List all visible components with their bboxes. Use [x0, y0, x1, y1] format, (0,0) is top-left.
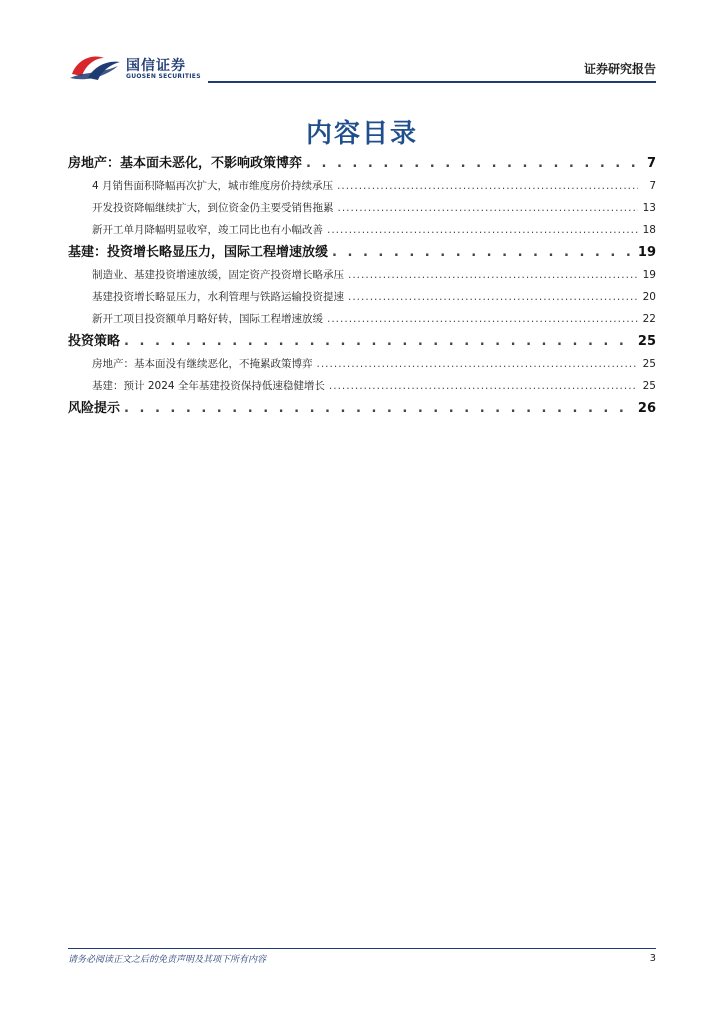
- toc-dot-leader: [348, 264, 638, 286]
- toc-dot-leader: [329, 375, 638, 397]
- toc-subsection-entry[interactable]: [68, 219, 656, 241]
- toc-entry-page: 25: [642, 380, 656, 392]
- toc-entry-title: 房地产：基本面没有继续恶化，不掩累政策博弈: [92, 358, 313, 370]
- toc-title: 内容目录: [305, 119, 418, 149]
- toc-entry-page: 25: [642, 358, 656, 370]
- toc-entry-title: 开发投资降幅继续扩大，到位资金仍主要受销售拖累: [92, 202, 334, 214]
- header-divider: [208, 81, 656, 83]
- toc-dot-leader: [306, 152, 638, 175]
- toc-entry-title: 基建投资增长略显压力，水利管理与铁路运输投资提速: [92, 291, 344, 303]
- toc-subsection-entry[interactable]: [68, 197, 656, 219]
- toc-dot-leader: [317, 353, 639, 375]
- toc-dot-leader: [348, 286, 638, 308]
- toc-subsection-entry[interactable]: [68, 308, 656, 330]
- toc-subsection-entry[interactable]: [68, 264, 656, 286]
- toc-entry-page: 13: [642, 202, 656, 214]
- toc-dot-leader: [124, 397, 634, 420]
- toc-subsection-entry[interactable]: [68, 375, 656, 397]
- logo-text-en: GUOSEN SECURITIES: [126, 73, 201, 80]
- toc-entry-title: 基建：预计 2024 全年基建投资保持低速稳健增长: [92, 380, 325, 392]
- toc-section-entry[interactable]: [68, 241, 656, 264]
- toc-subsection-entry[interactable]: [68, 175, 656, 197]
- toc-entry-page: 7: [649, 180, 656, 192]
- toc-section-entry[interactable]: [68, 397, 656, 420]
- toc-subsection-entry[interactable]: [68, 353, 656, 375]
- toc-dot-leader: [332, 241, 634, 264]
- toc-entry-page: 26: [637, 401, 656, 416]
- toc-section-entry[interactable]: [68, 330, 656, 353]
- toc-entry-title: 风险提示: [68, 401, 121, 416]
- toc-entry-page: 22: [642, 313, 656, 325]
- toc-entry-title: 投资策略: [68, 334, 121, 349]
- toc-entry-title: 制造业、基建投资增速放缓，固定资产投资增长略承压: [92, 269, 344, 281]
- toc-dot-leader: [338, 197, 639, 219]
- toc-dot-leader: [337, 175, 638, 197]
- toc-entry-title: 房地产：基本面未恶化，不影响政策博弈: [68, 156, 303, 171]
- toc-dot-leader: [327, 219, 638, 241]
- toc-entry-title: 基建：投资增长略显压力，国际工程增速放缓: [68, 245, 329, 260]
- toc-entry-page: 20: [642, 291, 656, 303]
- toc-entry-title: 新开工项目投资额单月略好转，国际工程增速放缓: [92, 313, 323, 325]
- table-of-contents: [68, 152, 656, 420]
- toc-entry-title: 新开工单月降幅明显收窄，竣工同比也有小幅改善: [92, 224, 323, 236]
- logo-text-cn: 国信证券: [126, 58, 186, 74]
- logo-emblem-icon: [68, 52, 122, 82]
- toc-dot-leader: [327, 308, 638, 330]
- page-number: 3: [649, 953, 656, 964]
- page-header: [68, 50, 656, 84]
- toc-entry-page: 19: [642, 269, 656, 281]
- toc-subsection-entry[interactable]: [68, 286, 656, 308]
- company-logo: [68, 52, 208, 84]
- toc-dot-leader: [124, 330, 634, 353]
- disclaimer-text: 请务必阅读正文之后的免责声明及其项下所有内容: [68, 955, 267, 965]
- toc-entry-page: 18: [642, 224, 656, 236]
- toc-entry-page: 25: [637, 334, 656, 349]
- toc-entry-page: 7: [646, 156, 656, 171]
- toc-section-entry[interactable]: [68, 152, 656, 175]
- report-type-label: 证券研究报告: [583, 62, 656, 76]
- toc-entry-page: 19: [637, 245, 656, 260]
- toc-entry-title: 4 月销售面积降幅再次扩大，城市维度房价持续承压: [92, 180, 334, 192]
- footer-divider: [68, 948, 656, 949]
